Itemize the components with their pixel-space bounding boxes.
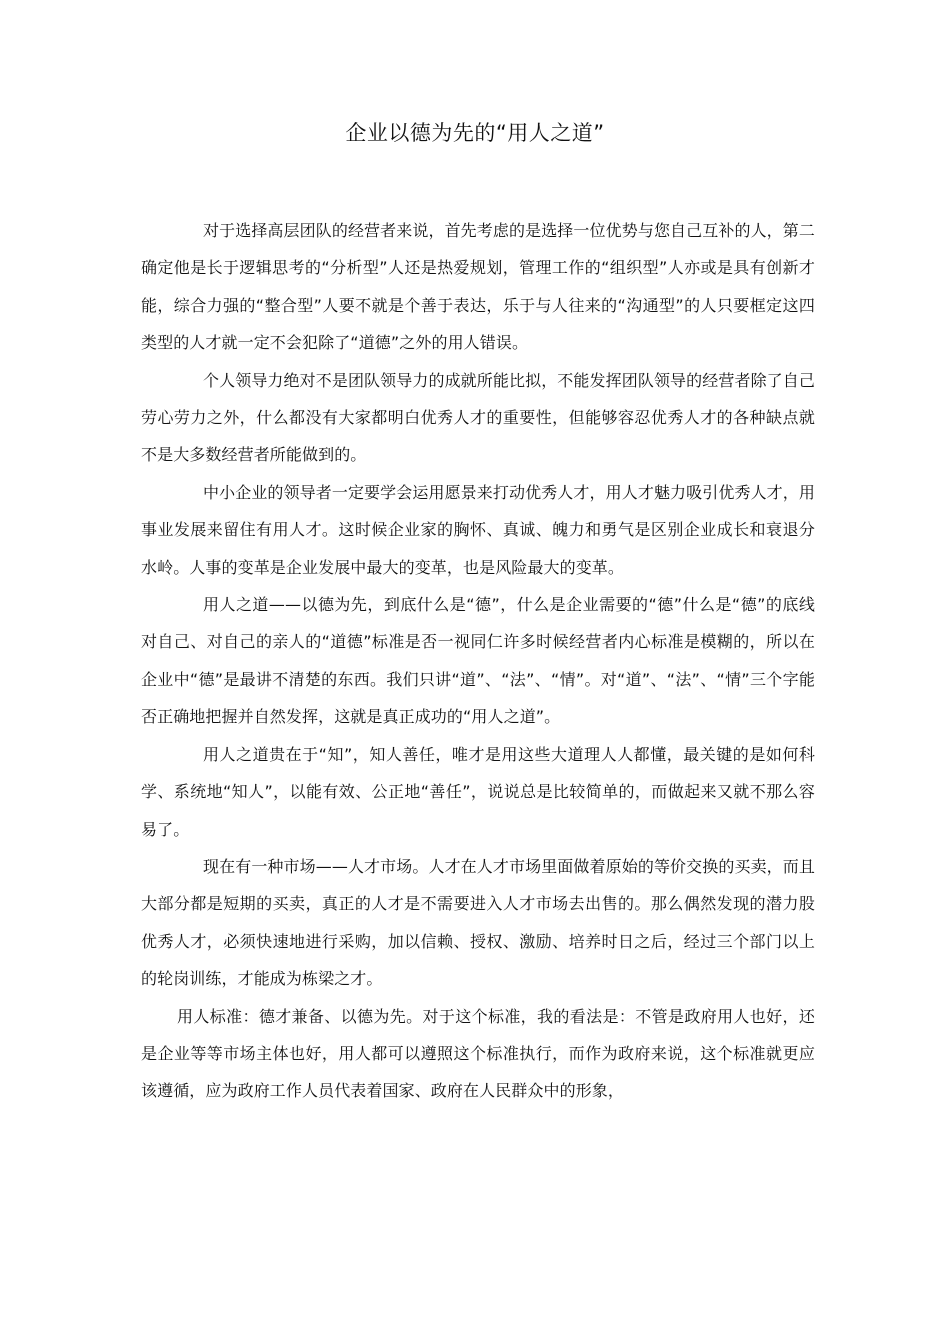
paragraph: 用人标准：德才兼备、以德为先。对于这个标准，我的看法是：不管是政府用人也好，还是企业等等市场主体也好，用人都可以遵照这个标准执行，而作为政府来说，这个标准就更应该遵循，应为政府工作人员代表着国家、政府在人民群众中的形象， <box>141 1006 815 1101</box>
paragraph: 用人之道——以德为先，到底什么是“德”，什么是企业需要的“德”什么是“德”的底线对自己、对自己的亲人的“道德”标准是否一视同仁许多时候经营者内心标准是模糊的，所以在企业中“德”是最讲不清楚的东西。我们只讲“道”、“法”、“情”。对“道”、“法”、“情”三个字能否正确地把握并自然发挥，这就是真正成功的“用人之道”。 <box>141 595 815 727</box>
paragraph: 个人领导力绝对不是团队领导力的成就所能比拟，不能发挥团队领导的经营者除了自己劳心劳力之外，什么都没有大家都明白优秀人才的重要性，但能够容忍优秀人才的各种缺点就不是大多数经营者所能做到的。 <box>141 370 815 465</box>
paragraph: 对于选择高层团队的经营者来说，首先考虑的是选择一位优势与您自己互补的人，第二确定他是长于逻辑思考的“分析型”人还是热爱规划，管理工作的“组织型”人亦或是具有创新才能，综合力强的“整合型”人要不就是个善于表达，乐于与人往来的“沟通型”的人只要框定这四类型的人才就一定不会犯除了“道德”之外的用人错误。 <box>141 221 815 353</box>
paragraph: 中小企业的领导者一定要学会运用愿景来打动优秀人才，用人才魅力吸引优秀人才，用事业发展来留住有用人才。这时候企业家的胸怀、真诚、魄力和勇气是区别企业成长和衰退分水岭。人事的变革是企业发展中最大的变革，也是风险最大的变革。 <box>141 482 815 577</box>
document-body <box>141 212 815 1110</box>
paragraph: 现在有一种市场——人才市场。人才在人才市场里面做着原始的等价交换的买卖，而且大部分都是短期的买卖，真正的人才是不需要进入人才市场去出售的。那么偶然发现的潜力股优秀人才，必须快速地进行采购，加以信赖、授权、激励、培养时日之后，经过三个部门以上的轮岗训练，才能成为栋梁之才。 <box>141 856 815 989</box>
paragraph: 用人之道贵在于“知”，知人善任，唯才是用这些大道理人人都懂，最关键的是如何科学、系统地“知人”，以能有效、公正地“善任”，说说总是比较简单的，而做起来又就不那么容易了。 <box>141 744 815 839</box>
document-title: 企业以德为先的“用人之道” <box>345 121 605 145</box>
